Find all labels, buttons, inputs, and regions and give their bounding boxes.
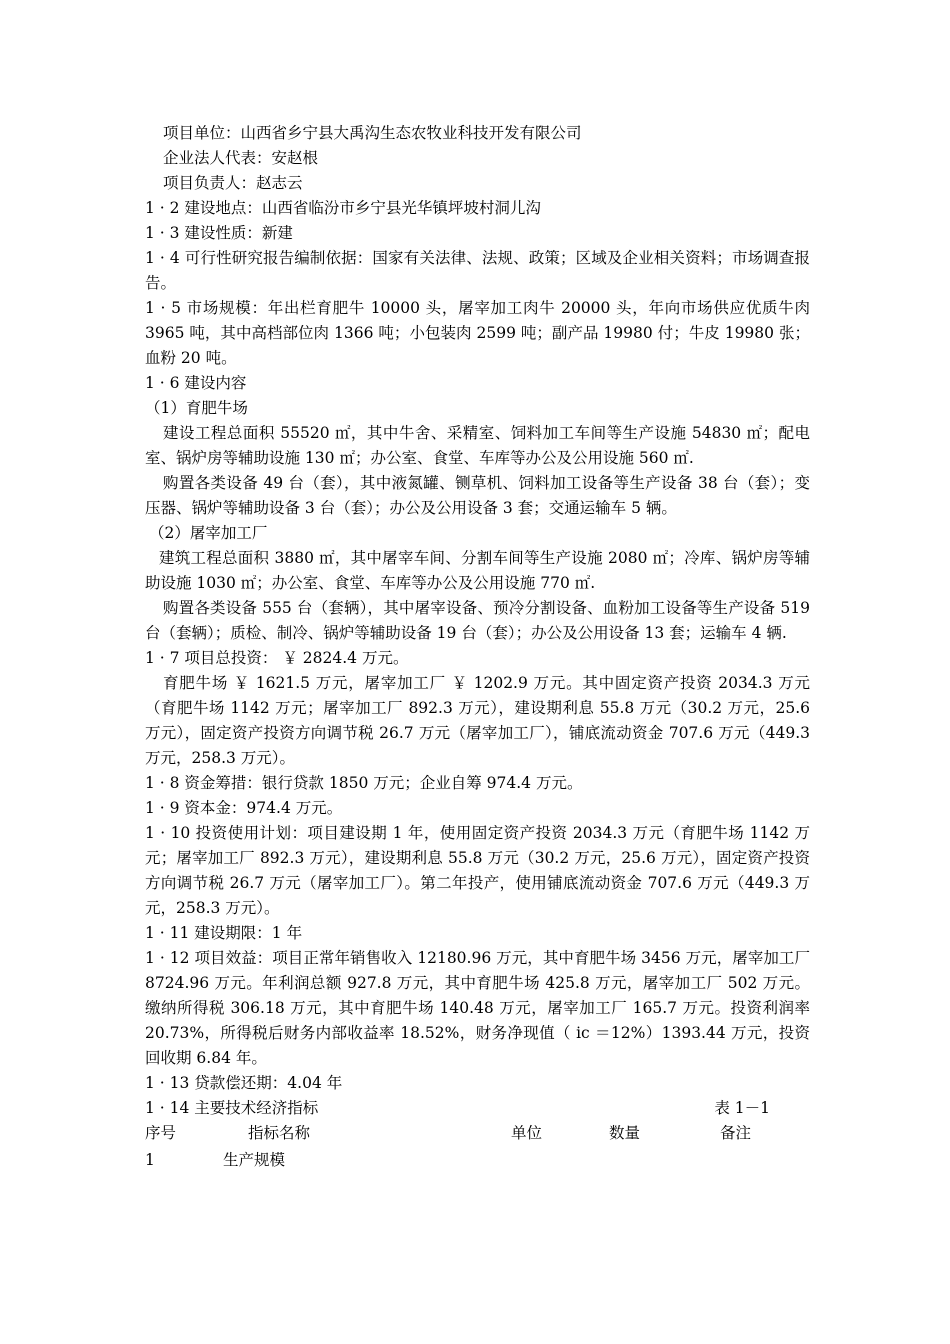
table-caption: 表 1－1 (714, 1099, 770, 1117)
section-1-5: 1 · 5 市场规模：年出栏育肥牛 10000 头，屠宰加工肉牛 20000 头，年向市场供应优质牛肉 3965 吨，其中高档部位肉 1366 吨；小包装肉 2599 吨；副产品 19980 付；牛皮 19980 张；血粉 20 吨。 (145, 299, 810, 367)
table-header-name: 指标名称 (248, 1124, 311, 1142)
table-caption-row (145, 1096, 810, 1121)
section-1-6: 1 · 6 建设内容 (145, 374, 247, 392)
section-1-7: 1 · 7 项目总投资： ￥ 2824.4 万元。 (145, 649, 409, 667)
table-header-quantity: 数量 (609, 1124, 641, 1142)
project-manager: 项目负责人：赵志云 (163, 174, 303, 192)
document-page (145, 121, 810, 1173)
section-1-6-2-paragraph-1: 建筑工程总面积 3880 ㎡，其中屠宰车间、分割车间等生产设施 2080 ㎡；冷库、锅炉房等辅助设施 1030 ㎡；办公室、食堂、车库等办公及公用设施 770 ㎡. (145, 549, 810, 592)
section-1-8: 1 · 8 资金筹措：银行贷款 1850 万元；企业自筹 974.4 万元。 (145, 774, 583, 792)
section-1-7-paragraph: 育肥牛场 ￥ 1621.5 万元，屠宰加工厂 ￥ 1202.9 万元。其中固定资产投资 2034.3 万元（育肥牛场 1142 万元；屠宰加工厂 892.3 万元），建设期利息 55.8 万元（30.2 万元，25.6 万元），固定资产投资方向调节税 26.7 万元（屠宰加工厂），铺底流动资金 707.6 万元（449.3 万元，258.3 万元）。 (145, 674, 810, 767)
section-1-9: 1 · 9 资本金：974.4 万元。 (145, 799, 343, 817)
table-header-row (145, 1121, 810, 1146)
section-1-14: 1 · 14 主要技术经济指标 (145, 1099, 319, 1117)
section-1-13: 1 · 13 贷款偿还期：4.04 年 (145, 1074, 343, 1092)
table-cell-name: 生产规模 (223, 1151, 286, 1169)
section-1-12: 1 · 12 项目效益：项目正常年销售收入 12180.96 万元，其中育肥牛场 3456 万元，屠宰加工厂 8724.96 万元。年利润总额 927.8 万元，其中育肥牛场 425.8 万元，屠宰加工厂 502 万元。缴纳所得税 306.18 万元，其中育肥牛场 140.48 万元，屠宰加工厂 165.7 万元。投资利润率 20.73%，所得税后财务内部收益率 18.52%，财务净现值（ ic ＝12%）1393.44 万元，投资回收期 6.84 年。 (145, 949, 810, 1067)
table-header-no: 序号 (145, 1124, 177, 1142)
legal-representative: 企业法人代表：安赵根 (163, 149, 319, 167)
section-1-11: 1 · 11 建设期限：1 年 (145, 924, 303, 942)
section-1-4: 1 · 4 可行性研究报告编制依据：国家有关法律、法规、政策；区域及企业相关资料；市场调查报告。 (145, 249, 810, 292)
section-1-6-1-paragraph-1: 建设工程总面积 55520 ㎡，其中牛舍、采精室、饲料加工车间等生产设施 54830 ㎡；配电室、锅炉房等辅助设施 130 ㎡；办公室、食堂、车库等办公及公用设施 560 ㎡. (145, 424, 810, 467)
table-cell-no: 1 (145, 1151, 155, 1169)
section-1-6-1-paragraph-2: 购置各类设备 49 台（套），其中液氮罐、铡草机、饲料加工设备等生产设备 38 台（套）；变压器、锅炉等辅助设备 3 台（套）；办公及公用设备 3 套；交通运输车 5 辆。 (145, 474, 810, 517)
table-header-unit: 单位 (511, 1124, 543, 1142)
section-1-6-2-paragraph-2: 购置各类设备 555 台（套辆），其中屠宰设备、预冷分割设备、血粉加工设备等生产设备 519 台（套辆）；质检、制冷、锅炉等辅助设备 19 台（套）；办公及公用设备 13 套；运输车 4 辆. (145, 599, 810, 642)
section-1-3: 1 · 3 建设性质：新建 (145, 224, 293, 242)
section-1-10: 1 · 10 投资使用计划：项目建设期 1 年，使用固定资产投资 2034.3 万元（育肥牛场 1142 万元；屠宰加工厂 892.3 万元），建设期利息 55.8 万元（30.2 万元，25.6 万元），固定资产投资方向调节税 26.7 万元（屠宰加工厂）。第二年投产，使用铺底流动资金 707.6 万元（449.3 万元，258.3 万元）。 (145, 824, 810, 917)
section-1-2: 1 · 2 建设地点：山西省临汾市乡宁县光华镇坪坡村洞儿沟 (145, 199, 541, 217)
section-1-6-1-title: （1）育肥牛场 (145, 399, 248, 417)
table-header-remark: 备注 (720, 1124, 752, 1142)
project-unit: 项目单位：山西省乡宁县大禹沟生态农牧业科技开发有限公司 (163, 124, 582, 142)
table-row (145, 1148, 810, 1173)
section-1-6-2-title: （2）屠宰加工厂 (149, 524, 268, 542)
